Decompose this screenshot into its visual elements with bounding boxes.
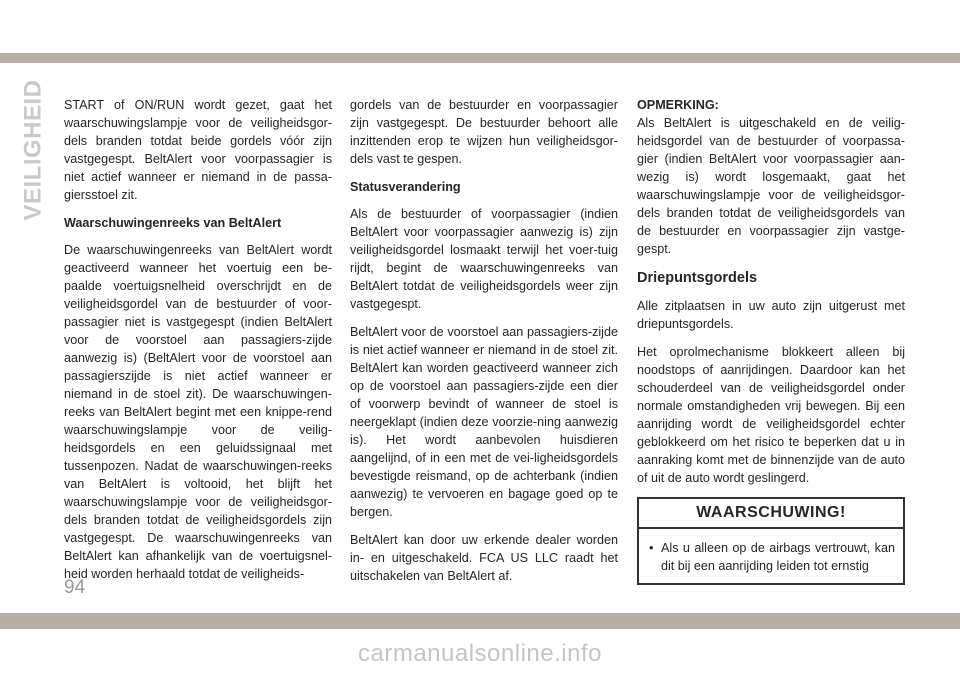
col1-heading-beltalert-sequence: Waarschuwingenreeks van BeltAlert xyxy=(64,216,282,230)
warning-list-item xyxy=(649,539,895,575)
column-3 xyxy=(637,96,905,585)
column-1 xyxy=(64,96,332,593)
col3-note xyxy=(637,96,905,258)
top-band xyxy=(0,0,960,53)
bottom-band xyxy=(0,613,960,629)
bullet-icon: • xyxy=(649,541,654,555)
section-side-label-text: VEILIGHEID xyxy=(20,79,47,221)
warning-item-text: Als u alleen op de airbags vertrouwt, kan dit bij een aanrijding leiden tot ernstig xyxy=(661,541,895,573)
col2-paragraph-4: BeltAlert kan door uw erkende dealer worden in- en uitgeschakeld. FCA US LLC raadt het uitschakelen van BeltAlert af. xyxy=(350,533,618,583)
note-heading: OPMERKING: xyxy=(637,98,719,112)
col1-paragraph-1: START of ON/RUN wordt gezet, gaat het waarschuwingslampje voor de veiligheidsgor-dels branden totdat beide gordels vóór zijn vastgegespt. BeltAlert voor voorpassagier is niet actief wanneer er niemand in de passa-giersstoel zit. xyxy=(64,98,332,202)
col3-paragraph-2: Het oprolmechanisme blokkeert alleen bij noodstops of aanrijdingen. Daardoor kan het schouderdeel van de veiligheidsgordel onder normale omstandigheden vrij bewegen. Bij een aanrijding wordt de veiligheidsgordel echter geblokkeerd om het risico te beperken dat u in aanraking komt met de binnenzijde van de auto of uit de auto wordt geslingerd. xyxy=(637,345,905,485)
col1-paragraph-2: De waarschuwingenreeks van BeltAlert wordt geactiveerd wanneer het voertuig een be-paalde voertuigsnelheid overschrijdt en de veiligheidsgordel van de bestuurder of voor-passagier niet is vastgegespt (indien BeltAlert voor de voorstoel aan passagiers-zijde aanwezig is) (BeltAlert voor de voorstoel aan passagierszijde is niet actief wanneer er niemand in de stoel zit). De waarschuwingen-reeks van BeltAlert begint met een knippe-rend waarschuwingslampje voor de veilig-heidsgordels en een geluidssignaal met tussenpozen. Nadat de waarschuwingen-reeks van BeltAlert is voltooid, het blijft het waarschuwingslampje voor de veiligheidsgor-dels branden totdat de veiligheidsgordels zijn vastgegespt. De waarschuwingenreeks van BeltAlert kan afhankelijk van de voertuigsnel-heid worden herhaald totdat de veiligheids- xyxy=(64,243,332,581)
warning-body xyxy=(639,529,903,583)
top-divider-bar xyxy=(0,53,960,63)
section-side-label xyxy=(14,79,54,221)
col3-heading-three-point-belts: Driepuntsgordels xyxy=(637,270,758,286)
col2-paragraph-2: Als de bestuurder of voorpassagier (indien BeltAlert voor voorpassagier aanwezig is) zijn veiligheidsgordel losmaakt terwijl het voer-tuig rijdt, begint de waarschuwingenreeks van BeltAlert totdat de veiligheidsgordels weer zijn vastgegespt. xyxy=(350,207,618,311)
warning-box xyxy=(637,497,905,585)
warning-title: WAARSCHUWING! xyxy=(639,499,903,529)
col3-paragraph-1: Alle zitplaatsen in uw auto zijn uitgerust met driepuntsgordels. xyxy=(637,299,905,331)
page-number: 94 xyxy=(64,577,86,598)
watermark: carmanualsonline.info xyxy=(358,640,602,667)
col2-paragraph-1: gordels van de bestuurder en voorpassagier zijn vastgegespt. De bestuurder behoort alle inzittenden erop te wijzen hun veiligheidsgor-dels vast te gespen. xyxy=(350,98,618,166)
column-2 xyxy=(350,96,618,595)
col2-heading-status-change: Statusverandering xyxy=(350,180,461,194)
col2-paragraph-3: BeltAlert voor de voorstoel aan passagiers-zijde is niet actief wanneer er niemand in de stoel zit. BeltAlert kan worden geactiveerd wanneer zich op de voorstoel aan passagiers-zijde een dier of voorwerp bevindt of wanneer de stoel is neergeklapt (indien deze voorzie-ning aanwezig is). Het wordt aanbevolen huisdieren aangelijnd, of in een met de vei-ligheidsgordels bevestigde reismand, op de achterbank (indien aanwezig) te vervoeren en bagage goed op te bergen. xyxy=(350,325,618,519)
note-body: Als BeltAlert is uitgeschakeld en de veilig-heidsgordel van de bestuurder of voorpassa-gier (indien BeltAlert voor voorpassagier aan-wezig is) wordt losgemaakt, gaat het waarschuwingslampje voor de veiligheidsgor-dels branden totdat de veiligheidsgordels van de bestuurder en voorpassagier zijn vastge-gespt. xyxy=(637,116,905,256)
